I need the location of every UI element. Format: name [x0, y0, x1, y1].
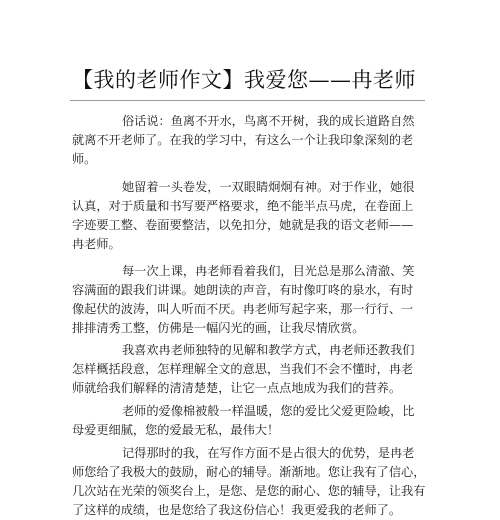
paragraph-line: 记得那时的我，在写作方面不是占很大的优势，是冉老 [122, 446, 415, 460]
paragraph-6 [72, 444, 426, 520]
paragraph-line: 每一次上课，冉老师看着我们，目光总是那么清澈、笑 [122, 264, 415, 278]
paragraph-line: 容满面的跟我们讲课。她朗读的声音，有时像叮咚的泉水，有时 [72, 283, 414, 297]
paragraph-line: 了这样的成绩，也是您给了我这份信心！我更爱我的老师了。 [72, 503, 402, 517]
paragraph-line: 怎样概括段意，怎样理解全文的意思，当我们不会不懂时，冉老 [72, 362, 414, 376]
paragraph-line: 我喜欢冉老师独特的见解和教学方式，冉老师还教我们 [122, 343, 415, 357]
article-title: 【我的老师作文】我爱您——冉老师 [72, 68, 416, 92]
paragraph-3 [72, 262, 415, 338]
paragraph-line: 排排清秀工整，仿佛是一幅闪光的画，让我尽情欣赏。 [72, 321, 365, 335]
paragraph-line: 师就给我们解释的清清楚楚，让它一点点地成为我们的营养。 [72, 381, 402, 395]
paragraph-line: 师。 [72, 152, 97, 166]
paragraph-line: 她留着一头卷发，一双眼睛炯炯有神。对于作业，她很 [122, 180, 415, 194]
paragraph-2 [72, 178, 415, 254]
paragraph-line: 认真，对于质量和书写要严格要求，绝不能半点马虎，在卷面上 [72, 199, 414, 213]
paragraph-5 [72, 402, 415, 440]
paragraph-line: 字迹要工整、卷面要整洁，以免扣分，她就是我的语文老师—— [72, 218, 414, 232]
paragraph-line: 师您给了我极大的鼓励，耐心的辅导。渐渐地。您让我有了信心， [72, 465, 426, 479]
paragraph-line: 俗话说：鱼离不开水，鸟离不开树，我的成长道路自然 [122, 114, 415, 128]
title-divider [70, 100, 425, 101]
paragraph-line: 像起伏的波涛，叫人听而不厌。冉老师写起字来，那一行行、一 [72, 302, 414, 316]
paragraph-line: 冉老师。 [72, 237, 121, 251]
paragraph-1 [72, 112, 415, 169]
paragraph-line: 老师的爱像棉被般一样温暖，您的爱比父爱更险峻，比 [122, 404, 415, 418]
paragraph-line: 母爱更细腻，您的爱最无私，最伟大！ [72, 423, 280, 437]
paragraph-line: 几次站在光荣的领奖台上，是您、是您的耐心、您的辅导，让我有 [72, 484, 426, 498]
paragraph-line: 就离不开老师了。在我的学习中，有这么一个让我印象深刻的老 [72, 133, 414, 147]
paragraph-4 [72, 341, 415, 398]
